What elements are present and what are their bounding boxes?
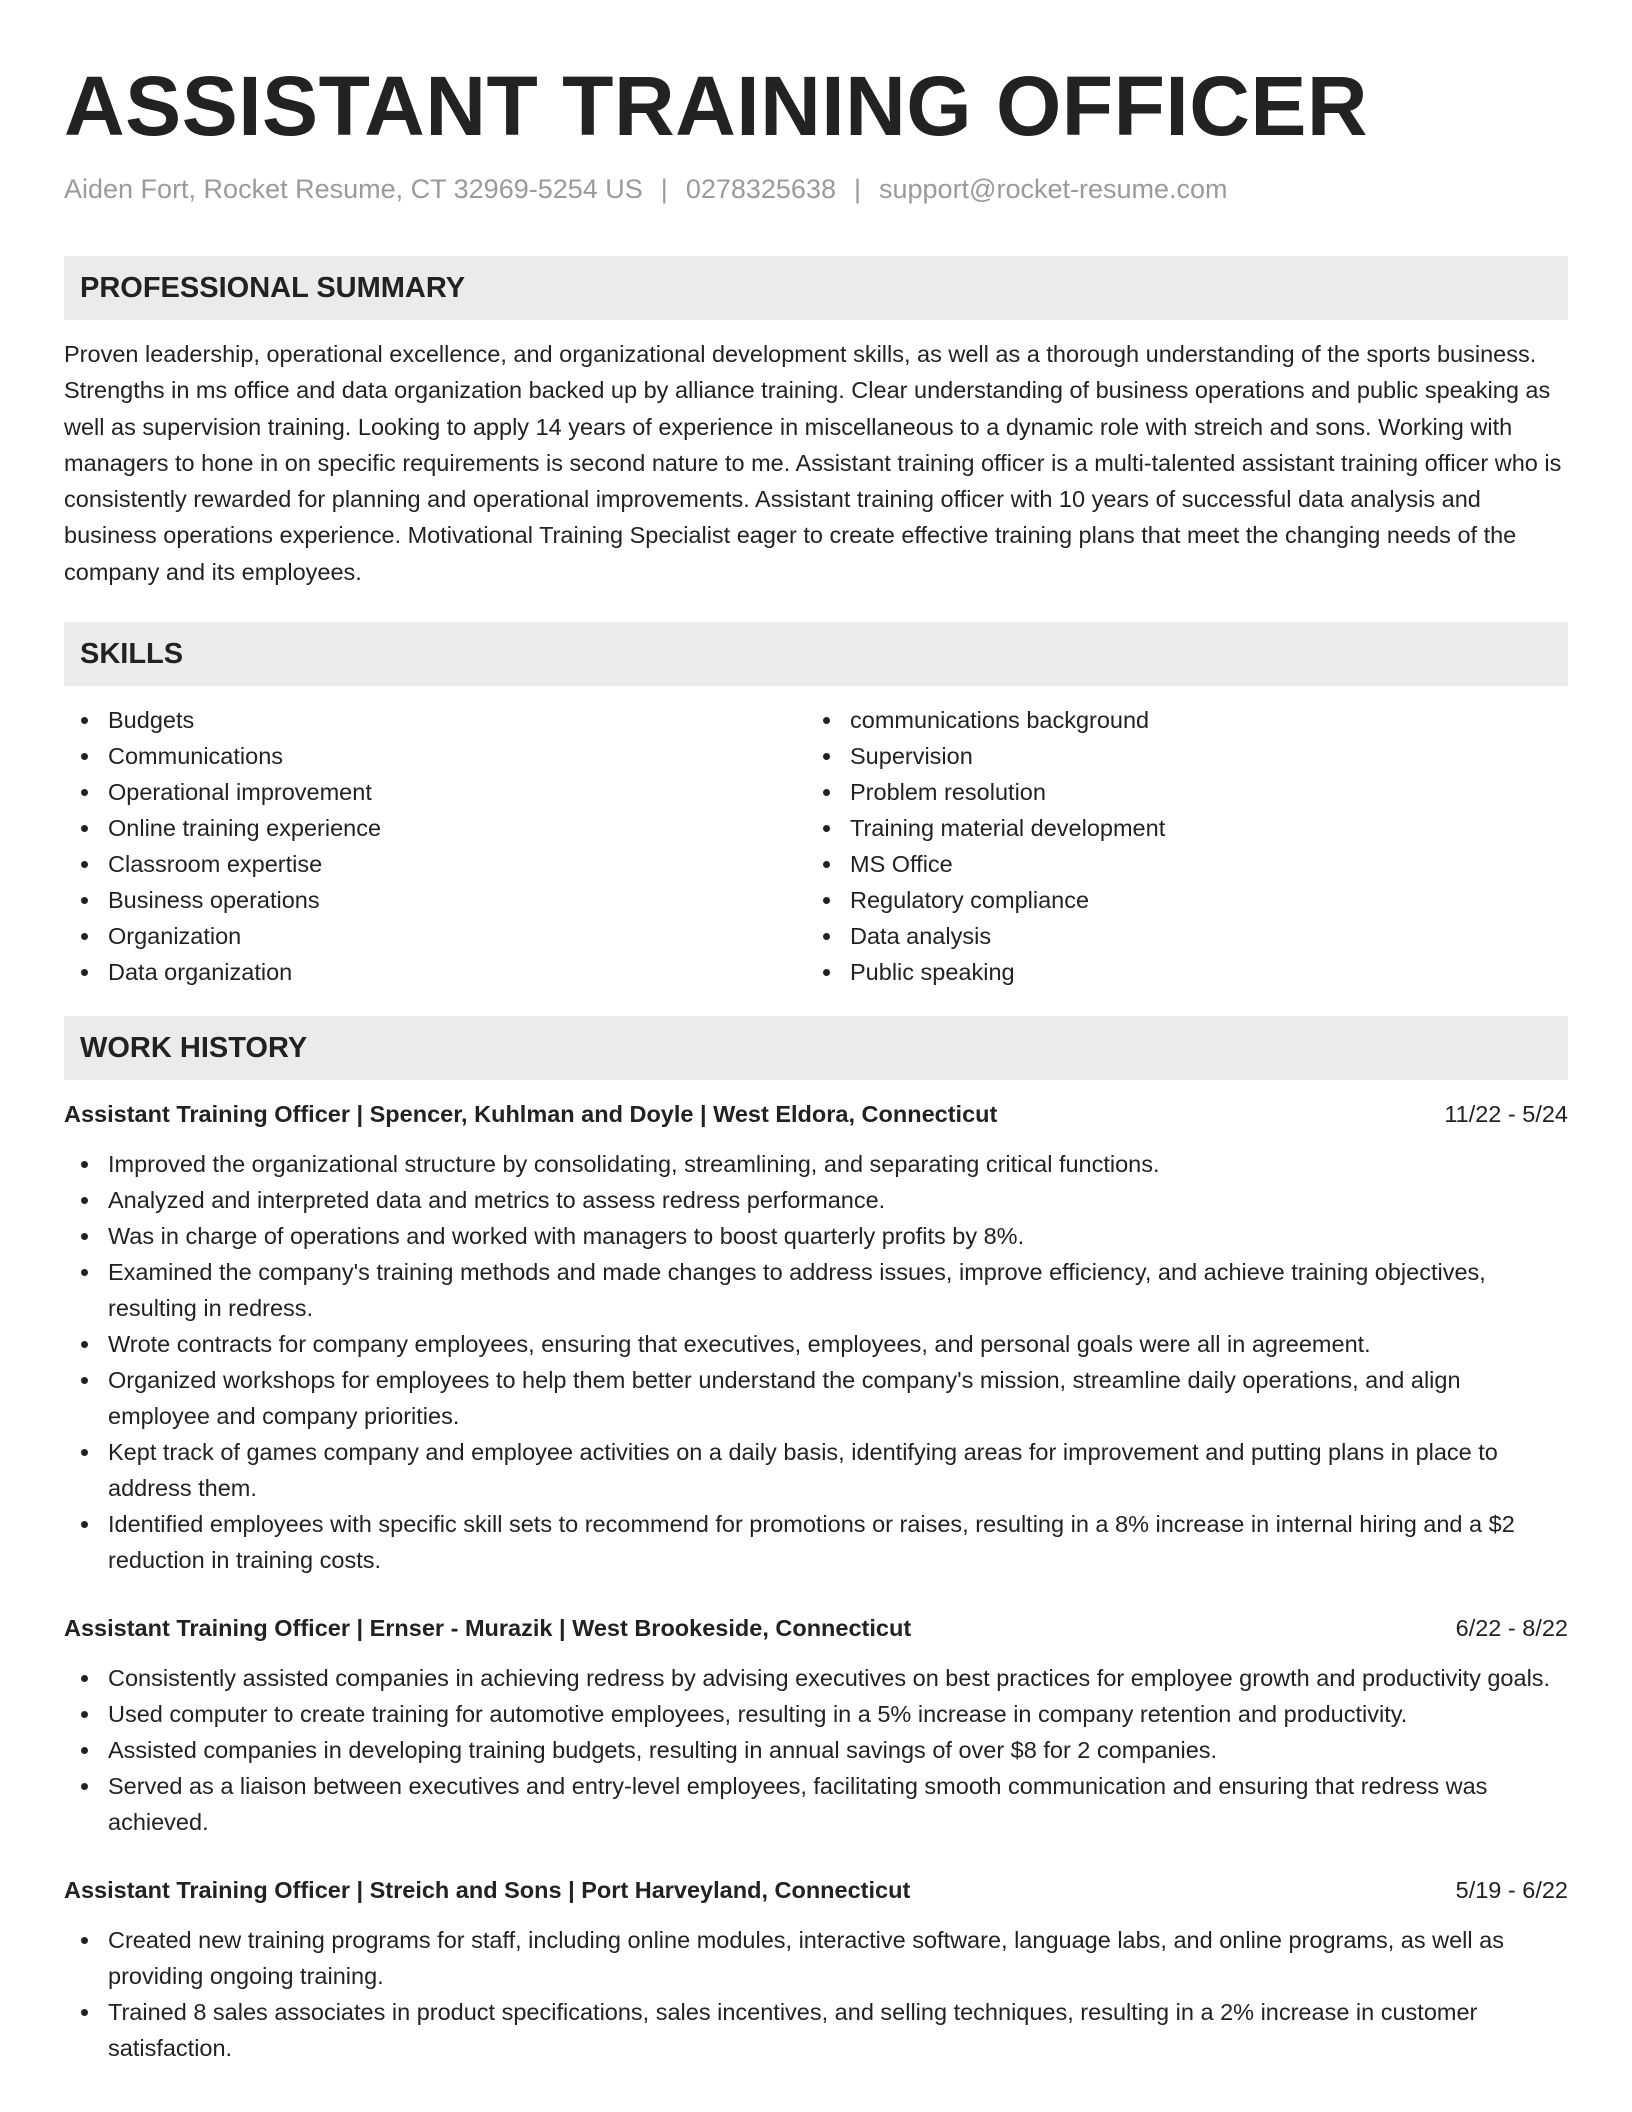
job-bullet: Analyzed and interpreted data and metrics to assess redress performance.: [108, 1182, 1568, 1218]
job-entry: [64, 1872, 1568, 2066]
skill-item: Organization: [108, 918, 806, 954]
contact-address: Aiden Fort, Rocket Resume, CT 32969-5254 US: [64, 174, 643, 204]
job-title: Assistant Training Officer | Ernser - Murazik | West Brookeside, Connecticut: [64, 1615, 912, 1642]
job-bullets: [64, 1922, 1568, 2066]
skills-columns: [64, 702, 1568, 990]
job-bullet: Trained 8 sales associates in product specifications, sales incentives, and selling techniques, resulting in a 2% increase in customer satisfaction.: [108, 1994, 1568, 2066]
skill-item: Training material development: [850, 810, 1568, 846]
contact-line: [64, 172, 1568, 206]
job-header: [64, 1096, 1568, 1132]
job-header: [64, 1610, 1568, 1646]
skill-item: Classroom expertise: [108, 846, 806, 882]
skill-item: Operational improvement: [108, 774, 806, 810]
job-bullet: Served as a liaison between executives and entry-level employees, facilitating smooth communication and ensuring that redress was achieved.: [108, 1768, 1568, 1840]
section-header-skills: SKILLS: [64, 622, 1568, 686]
job-dates: 6/22 - 8/22: [1455, 1615, 1568, 1642]
job-title: Assistant Training Officer | Spencer, Kuhlman and Doyle | West Eldora, Connecticut: [64, 1101, 998, 1128]
skill-item: Problem resolution: [850, 774, 1568, 810]
skill-item: communications background: [850, 702, 1568, 738]
summary-text: Proven leadership, operational excellence, and organizational development skills, as well as a thorough understanding of the sports business. Strengths in ms office and data organization backed up by alliance training. Clear understanding of business operations and public speaking as well as supervision training. Looking to apply 14 years of experience in miscellaneous to a dynamic role with streich and sons. Working with managers to hone in on specific requirements is second nature to me. Assistant training officer is a multi-talented assistant training officer who is consistently rewarded for planning and operational improvements. Assistant training officer with 10 years of successful data analysis and business operations experience. Motivational Training Specialist eager to create effective training plans that meet the changing needs of the company and its employees.: [64, 341, 1562, 585]
job-bullet: Created new training programs for staff, including online modules, interactive software, language labs, and online programs, as well as providing ongoing training.: [108, 1922, 1568, 1994]
section-header-work-history: WORK HISTORY: [64, 1016, 1568, 1080]
skill-item: Online training experience: [108, 810, 806, 846]
job-entry: [64, 1610, 1568, 1840]
skill-item: MS Office: [850, 846, 1568, 882]
contact-phone: 0278325638: [685, 174, 836, 204]
job-bullet: Kept track of games company and employee activities on a daily basis, identifying areas for improvement and putting plans in place to address them.: [108, 1434, 1568, 1506]
job-title: Assistant Training Officer | Streich and Sons | Port Harveyland, Connecticut: [64, 1877, 911, 1904]
job-bullet: Identified employees with specific skill sets to recommend for promotions or raises, resulting in a 8% increase in internal hiring and a $2 reduction in training costs.: [108, 1506, 1568, 1578]
skill-item: Budgets: [108, 702, 806, 738]
page-title: ASSISTANT TRAINING OFFICER: [64, 59, 1369, 153]
job-dates: 5/19 - 6/22: [1455, 1877, 1568, 1904]
skill-item: Communications: [108, 738, 806, 774]
contact-separator: |: [853, 174, 861, 204]
job-bullets: [64, 1146, 1568, 1578]
skill-item: Data analysis: [850, 918, 1568, 954]
job-bullet: Used computer to create training for automotive employees, resulting in a 5% increase in company retention and productivity.: [108, 1696, 1568, 1732]
skill-item: Data organization: [108, 954, 806, 990]
skill-item: Business operations: [108, 882, 806, 918]
contact-email[interactable]: support@rocket-resume.com: [879, 174, 1228, 204]
job-bullet: Consistently assisted companies in achieving redress by advising executives on best practices for employee growth and productivity goals.: [108, 1660, 1568, 1696]
job-header: [64, 1872, 1568, 1908]
section-header-summary: PROFESSIONAL SUMMARY: [64, 256, 1568, 320]
contact-separator: |: [660, 174, 668, 204]
job-dates: 11/22 - 5/24: [1444, 1101, 1568, 1128]
job-bullets: [64, 1660, 1568, 1840]
job-bullet: Wrote contracts for company employees, ensuring that executives, employees, and personal goals were all in agreement.: [108, 1326, 1568, 1362]
job-bullet: Was in charge of operations and worked with managers to boost quarterly profits by 8%.: [108, 1218, 1568, 1254]
skills-list-right: [806, 702, 1568, 990]
skill-item: Regulatory compliance: [850, 882, 1568, 918]
job-bullet: Organized workshops for employees to help them better understand the company's mission, streamline daily operations, and align employee and company priorities.: [108, 1362, 1568, 1434]
job-bullet: Improved the organizational structure by consolidating, streamlining, and separating critical functions.: [108, 1146, 1568, 1182]
skills-list-left: [64, 702, 806, 990]
skill-item: Public speaking: [850, 954, 1568, 990]
skill-item: Supervision: [850, 738, 1568, 774]
job-bullet: Examined the company's training methods and made changes to address issues, improve efficiency, and achieve training objectives, resulting in redress.: [108, 1254, 1568, 1326]
job-bullet: Assisted companies in developing training budgets, resulting in annual savings of over $8 for 2 companies.: [108, 1732, 1568, 1768]
job-entry: [64, 1096, 1568, 1578]
